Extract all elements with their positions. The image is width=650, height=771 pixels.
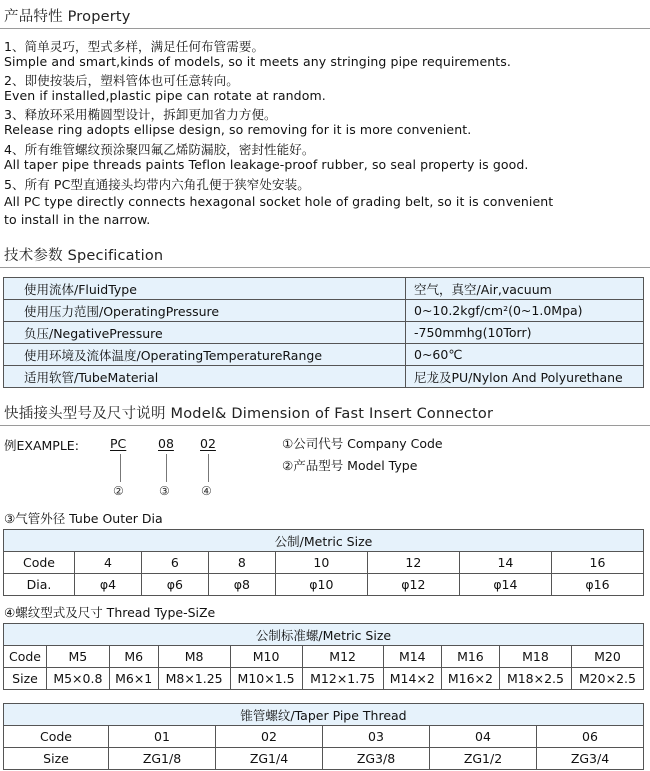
spec-row (4, 366, 644, 388)
spec-row (4, 322, 644, 344)
taper-table (3, 703, 644, 770)
thread-size: M5×0.8 (47, 668, 110, 690)
tube-dia: φ10 (275, 574, 367, 596)
thread-size: M14×2 (383, 668, 441, 690)
thread-code: M10 (230, 646, 302, 668)
spec-title: 技术参数 Specification (4, 248, 164, 264)
tube-code: 10 (275, 552, 367, 574)
taper-size: ZG1/8 (109, 748, 216, 770)
model-title: 快插接头型号及尺寸说明 Model& Dimension of Fast Insert Connector (4, 406, 494, 422)
example-marker: ④ (201, 484, 212, 498)
example-tick (166, 454, 167, 482)
thread-code: M8 (158, 646, 230, 668)
thread-size: M8×1.25 (158, 668, 230, 690)
thread-size: M18×2.5 (499, 668, 571, 690)
thread-code: M5 (47, 646, 110, 668)
tube-code: 8 (208, 552, 275, 574)
property-line-1: 1、简单灵巧，型式多样，满足任何布管需要。 (4, 39, 265, 54)
taper-header: 锥管螺纹/Taper Pipe Thread (4, 704, 644, 726)
example-marker: ② (113, 484, 124, 498)
thread-code: M6 (109, 646, 158, 668)
tube-dia: φ14 (459, 574, 551, 596)
taper-code: 01 (109, 726, 216, 748)
example-part-thread: 02 (200, 436, 216, 451)
thread-table (3, 623, 644, 690)
thread-title: ④螺纹型式及尺寸 Thread Type-SiZe (4, 605, 216, 620)
tube-code: 4 (75, 552, 142, 574)
tube-header: 公制/Metric Size (4, 530, 644, 552)
tube-table (3, 529, 644, 596)
spec-rule (0, 267, 650, 268)
property-rule (0, 28, 650, 29)
tube-code-label: Code (4, 552, 75, 574)
taper-size: ZG1/4 (216, 748, 323, 770)
legend-company-code: ①公司代号 Company Code (282, 436, 443, 451)
spec-label: 使用流体/FluidType (4, 278, 406, 300)
spec-row (4, 344, 644, 366)
thread-size: M20×2.5 (571, 668, 643, 690)
spec-label: 使用压力范围/OperatingPressure (4, 300, 406, 322)
property-line-3: 2、即使按装后，塑料管体也可任意转向。 (4, 73, 239, 88)
property-title: 产品特性 Property (4, 9, 131, 25)
property-line-5: 3、释放环采用椭圆型设计，拆卸更加省力方便。 (4, 107, 277, 122)
spec-value: -750mmhg(10Torr) (406, 322, 644, 344)
legend-model-type: ②产品型号 Model Type (282, 458, 418, 473)
property-line-6: Release ring adopts ellipse design, so removing for it is more convenient. (4, 122, 472, 137)
example-label: 例EXAMPLE: (4, 438, 79, 453)
property-line-8: All taper pipe threads paints Teflon leakage-proof rubber, so seal property is good. (4, 157, 529, 172)
spec-row (4, 278, 644, 300)
tube-code: 16 (551, 552, 643, 574)
spec-row (4, 300, 644, 322)
tube-dia: φ12 (367, 574, 459, 596)
taper-code: 04 (430, 726, 537, 748)
example-part-company: PC (110, 436, 127, 451)
property-line-7: 4、所有维管螺纹预涂聚四氟乙烯防漏胶，密封性能好。 (4, 142, 315, 157)
tube-dia: φ16 (551, 574, 643, 596)
taper-size-label: Size (4, 748, 109, 770)
thread-size: M12×1.75 (302, 668, 383, 690)
taper-size: ZG3/4 (537, 748, 644, 770)
taper-code: 06 (537, 726, 644, 748)
property-line-10: All PC type directly connects hexagonal socket hole of grading belt, so it is convenient (4, 194, 554, 209)
thread-size: M10×1.5 (230, 668, 302, 690)
property-line-2: Simple and smart,kinds of models, so it meets any stringing pipe requirements. (4, 54, 511, 69)
example-part-model: 08 (158, 436, 174, 451)
spec-value: 0~60℃ (406, 344, 644, 366)
example-marker: ③ (159, 484, 170, 498)
example-tick (208, 454, 209, 482)
thread-code-label: Code (4, 646, 47, 668)
thread-size-label: Size (4, 668, 47, 690)
taper-size: ZG3/8 (323, 748, 430, 770)
spec-label: 适用软管/TubeMaterial (4, 366, 406, 388)
tube-dia: φ8 (208, 574, 275, 596)
spec-label: 负压/NegativePressure (4, 322, 406, 344)
property-line-4: Even if installed,plastic pipe can rotate at random. (4, 88, 326, 103)
spec-table (3, 277, 644, 388)
spec-value: 空气，真空/Air,vacuum (406, 278, 644, 300)
taper-code-label: Code (4, 726, 109, 748)
example-tick (120, 454, 121, 482)
tube-title: ③气管外径 Tube Outer Dia (4, 511, 163, 526)
taper-size: ZG1/2 (430, 748, 537, 770)
thread-size: M16×2 (441, 668, 499, 690)
thread-code: M18 (499, 646, 571, 668)
tube-code: 14 (459, 552, 551, 574)
thread-header: 公制标准螺/Metric Size (4, 624, 644, 646)
thread-code: M14 (383, 646, 441, 668)
taper-code: 03 (323, 726, 430, 748)
spec-label: 使用环境及流体温度/OperatingTemperatureRange (4, 344, 406, 366)
property-line-11: to install in the narrow. (4, 212, 151, 227)
thread-code: M12 (302, 646, 383, 668)
taper-code: 02 (216, 726, 323, 748)
tube-dia: φ6 (141, 574, 208, 596)
property-line-9: 5、所有 PC型直通接头均带内六角孔便于狭窄处安装。 (4, 177, 310, 192)
thread-size: M6×1 (109, 668, 158, 690)
tube-dia-label: Dia. (4, 574, 75, 596)
thread-code: M16 (441, 646, 499, 668)
model-rule (0, 425, 650, 426)
spec-value: 尼龙及PU/Nylon And Polyurethane (406, 366, 644, 388)
spec-value: 0~10.2kgf/cm²(0~1.0Mpa) (406, 300, 644, 322)
thread-code: M20 (571, 646, 643, 668)
tube-code: 6 (141, 552, 208, 574)
tube-code: 12 (367, 552, 459, 574)
tube-dia: φ4 (75, 574, 142, 596)
